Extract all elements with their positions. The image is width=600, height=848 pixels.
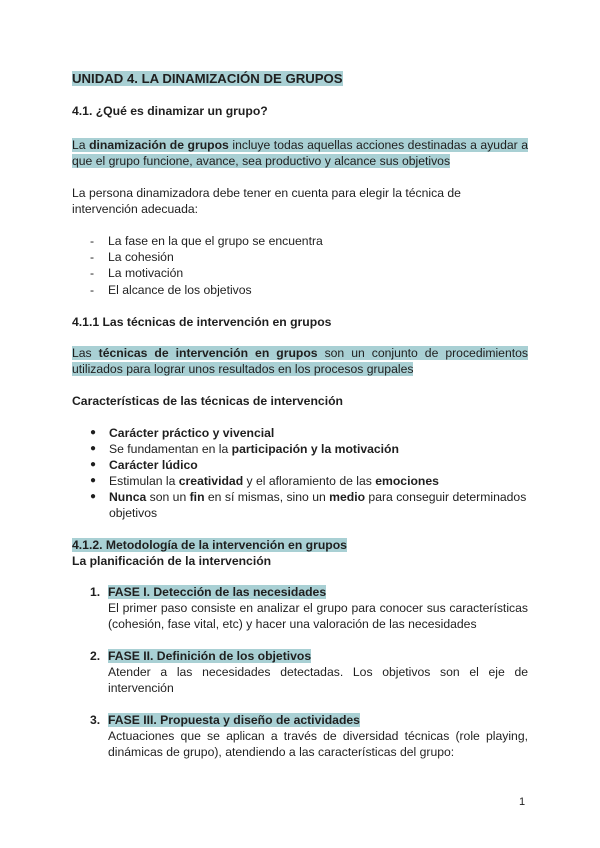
list-item: - La motivación	[90, 266, 184, 281]
section-41-paragraph: La persona dinamizadora debe tener en cuenta para elegir la técnica de intervención adecuada:	[72, 186, 461, 216]
list-item: ● Carácter lúdico	[90, 458, 198, 472]
characteristics-heading: Características de las técnicas de intervención	[72, 394, 343, 408]
list-item: ● Estimulan la creatividad y el afloramiento de las emociones	[90, 474, 439, 488]
unit-title	[72, 71, 528, 87]
section-41-definition: La dinamización de grupos incluye todas aquellas acciones destinadas a ayudar a que el grupo funcione, avance, sea productivo y alcance sus objetivos	[72, 138, 528, 168]
section-412-heading: 4.1.2. Metodología de la intervención en grupos	[72, 538, 347, 552]
planning-subheading: La planificación de la intervención	[72, 554, 272, 568]
list-item: ● Se fundamentan en la participación y la motivación	[90, 442, 399, 456]
characteristics-list	[90, 425, 528, 521]
list-item: - El alcance de los objetivos	[90, 282, 252, 297]
phase-2: 2. FASE II. Definición de los objetivos Atender a las necesidades detectadas. Los objetivos son el eje de intervención	[90, 649, 528, 695]
list-item: - La fase en la que el grupo se encuentra	[90, 234, 323, 248]
unit-title-text: UNIDAD 4. LA DINAMIZACIÓN DE GRUPOS	[72, 71, 343, 86]
section-411-definition: Las técnicas de intervención en grupos son un conjunto de procedimientos utilizados para lograr unos resultados en los procesos grupales	[72, 346, 528, 376]
list-item: ● Nunca son un fin en sí mismas, sino un medio para conseguir determinados objetivos	[90, 490, 527, 520]
phase-3: 3. FASE III. Propuesta y diseño de actividades Actuaciones que se aplican a través de diversidad técnicas (role playing, dinámicas de grupo), atendiendo a las características del grupo:	[90, 713, 528, 759]
phase-1: 1. FASE I. Detección de las necesidades El primer paso consiste en analizar el grupo para conocer sus características (cohesión, fase vital, etc) y hacer una valoración de las necesidades	[90, 585, 528, 631]
page-number: 1	[519, 796, 526, 808]
list-item: - La cohesión	[90, 250, 174, 265]
section-411-heading: 4.1.1 Las técnicas de intervención en grupos	[72, 315, 332, 329]
list-item: ● Carácter práctico y vivencial	[90, 426, 275, 440]
intervention-factors-list	[90, 233, 510, 298]
section-41-heading: 4.1. ¿Qué es dinamizar un grupo?	[72, 104, 268, 118]
